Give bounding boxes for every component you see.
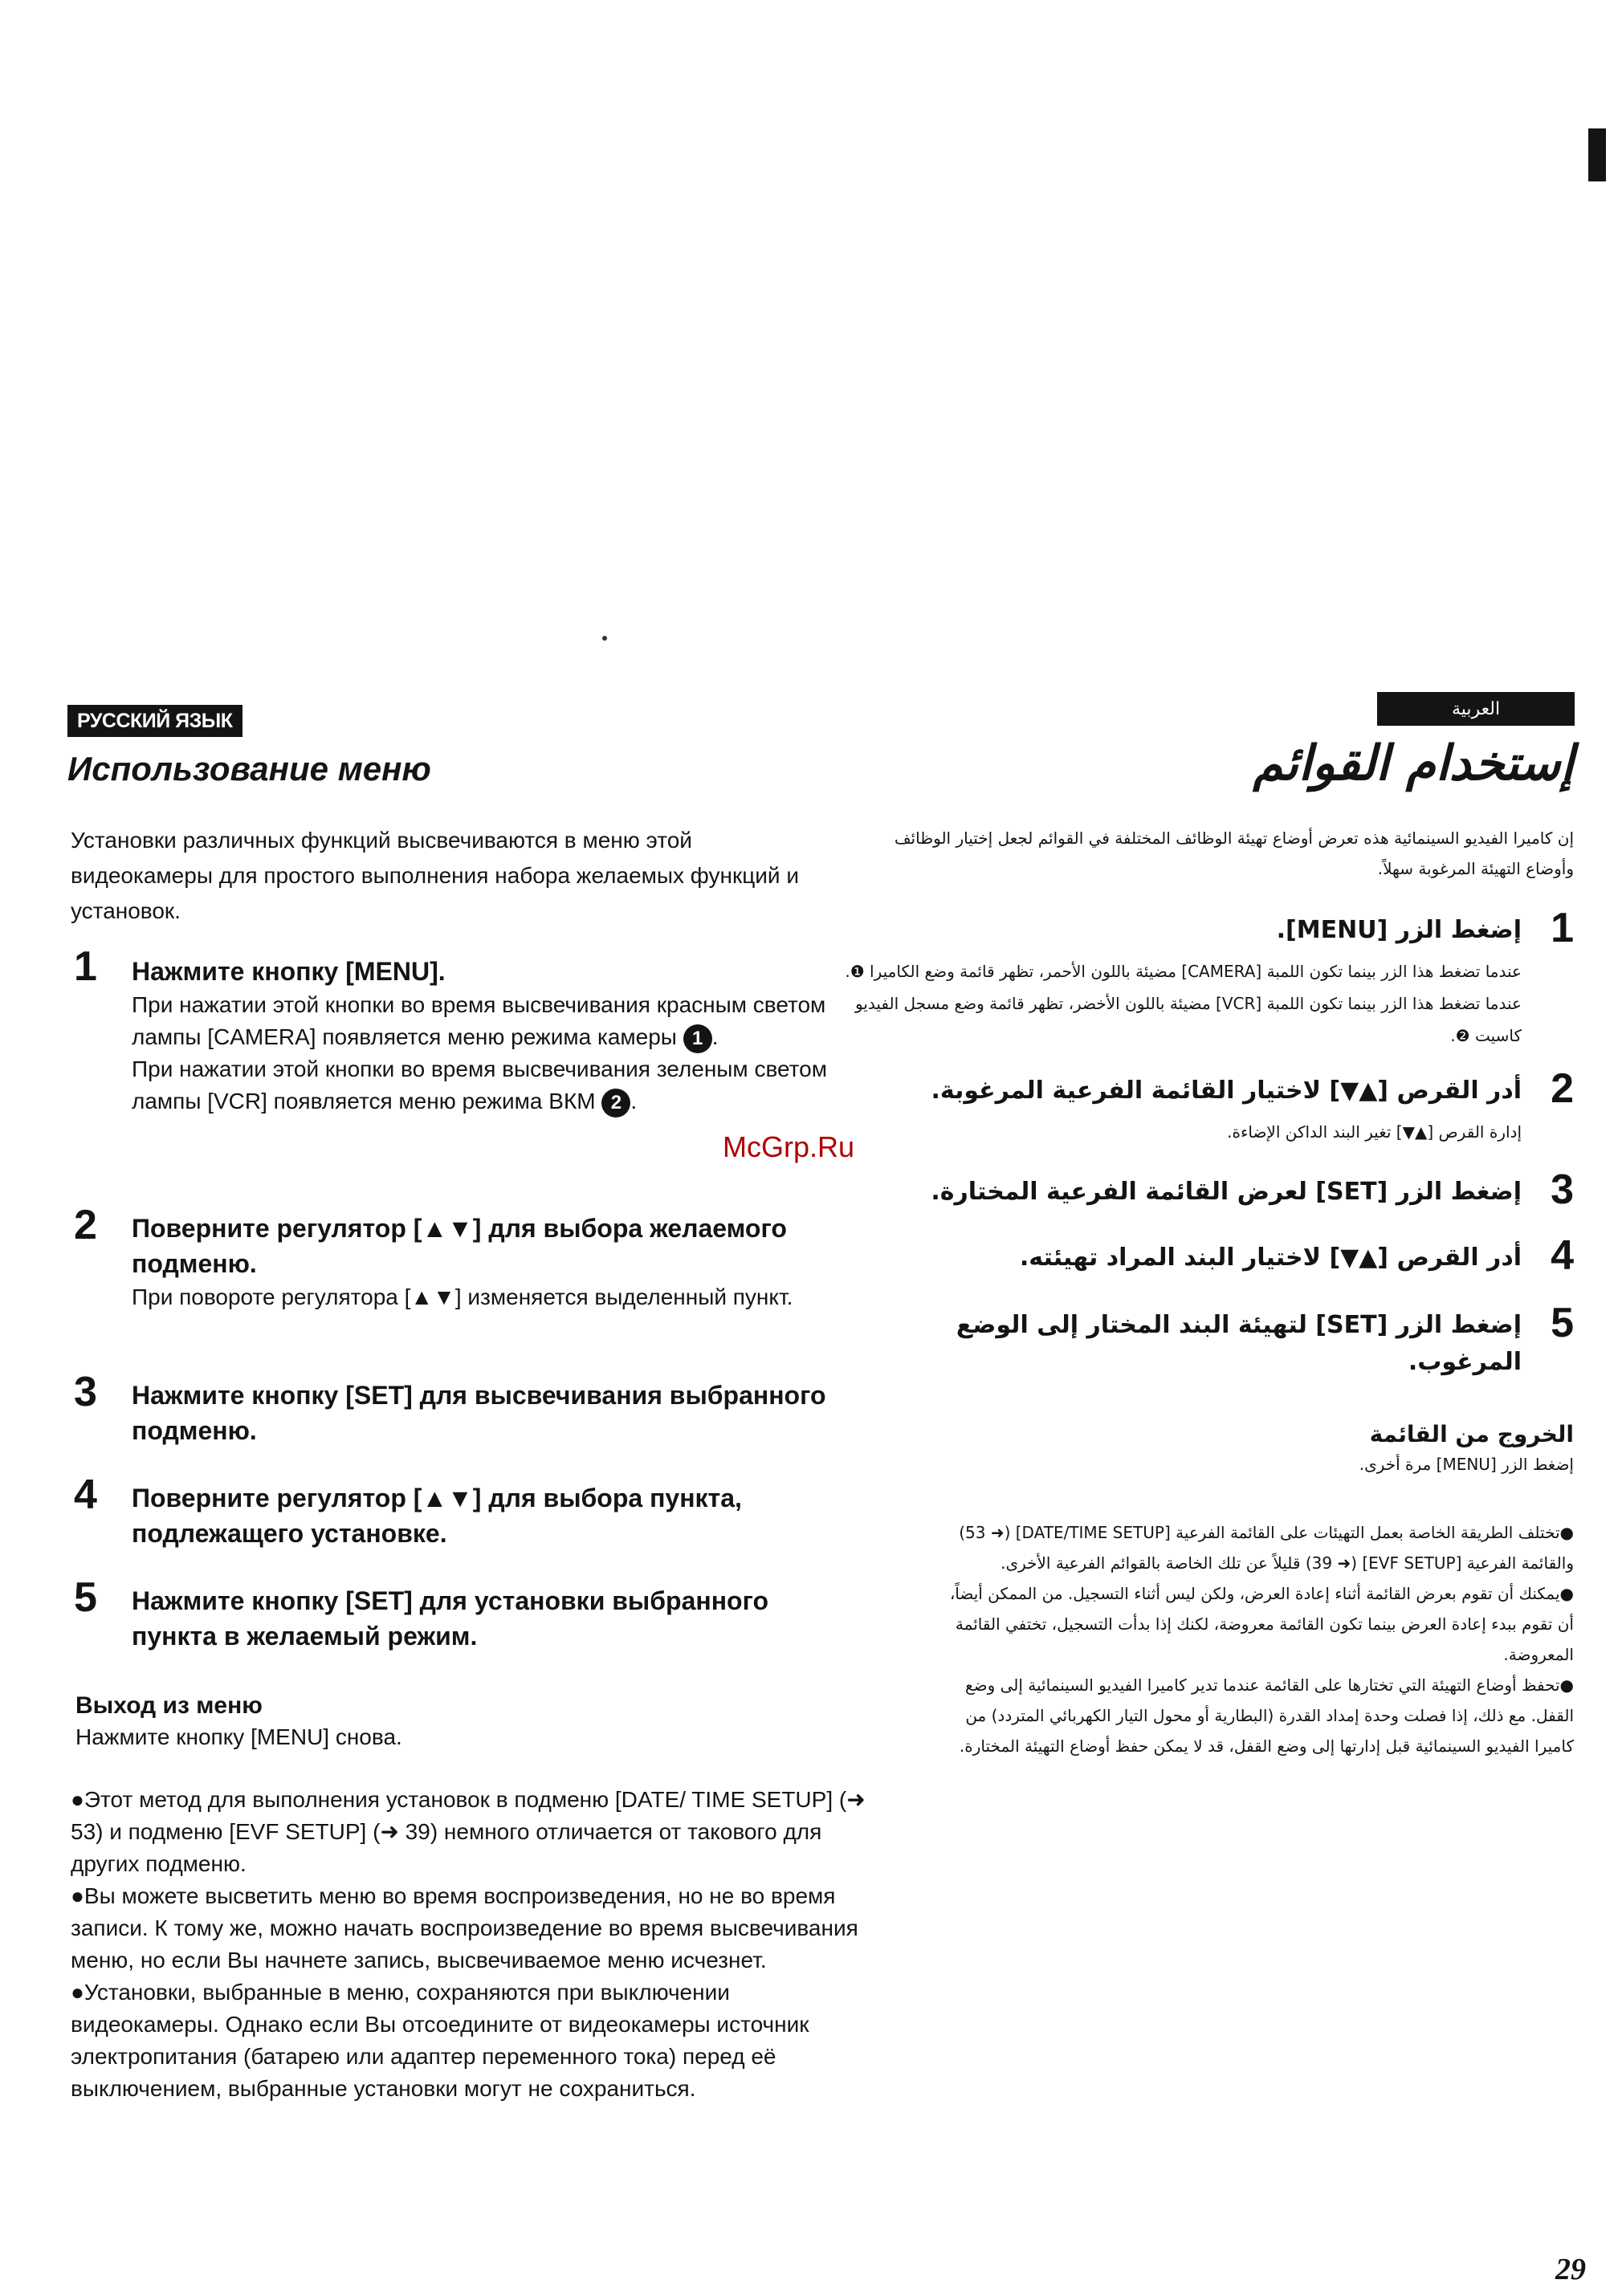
- step-body-text: При нажатии этой кнопки во время высвечивания зеленым светом лампы [VCR] появляется меню режима ВКМ: [132, 1056, 827, 1113]
- language-badge-arabic: العربية: [1377, 692, 1575, 726]
- step-number: 4: [1551, 1232, 1574, 1279]
- step-title: أدر القرص [▲▼] لاختيار القائمة الفرعية المرغوبة.: [931, 1077, 1522, 1105]
- step-number: 2: [1551, 1065, 1574, 1112]
- note-item: ●تختلف الطريقة الخاصة بعمل التهيئات على القائمة الفرعية [DATE/TIME SETUP] (➜ 53) والقائمة الفرعية [EVF SETUP] (➜ 39) قليلاً عن تلك الخاصة بالقوائم الفرعية الأخرى.: [959, 1523, 1574, 1573]
- marker-1-icon: 1: [683, 1024, 712, 1053]
- step-title: إضغط الزر [SET] لعرض القائمة الفرعية المختارة.: [931, 1178, 1522, 1206]
- page-edge-tab: [1588, 128, 1606, 181]
- step-3: [132, 1378, 838, 1448]
- note-item: ●Установки, выбранные в меню, сохраняются при выключении видеокамеры. Однако если Вы отсоедините от видеокамеры источник электропитания (батарею или адаптер переменного тока) перед её выключением, выбранные установки могут не сохраниться.: [71, 1980, 809, 2101]
- scan-speck: [602, 636, 607, 641]
- step-title: أدر القرص [▲▼] لاختيار البند المراد تهيئته.: [1019, 1244, 1522, 1272]
- step-4: [132, 1480, 838, 1551]
- marker-2-icon: 2: [601, 1089, 630, 1117]
- step-title: إضغط الزر [SET] لتهيئة البند المختار إلى الوضع المرغوب.: [956, 1311, 1522, 1376]
- exit-heading-arabic: الخروج من القائمة: [1369, 1421, 1574, 1447]
- section-title-arabic: إستخدام القوائم: [1253, 735, 1574, 792]
- watermark: McGrp.Ru: [723, 1130, 855, 1163]
- section-title-russian: Использование меню: [67, 750, 431, 788]
- step-title: Нажмите кнопку [SET] для высвечивания выбранного подменю.: [132, 1381, 826, 1445]
- step-number: 4: [74, 1472, 97, 1518]
- step-1: [132, 954, 838, 1117]
- step-body: إدارة القرص [▲▼] تغير البند الداكن الإضاءة.: [1227, 1122, 1522, 1142]
- step-2: [132, 1211, 838, 1313]
- note-item: ●تحفظ أوضاع التهيئة التي تختارها على القائمة عندما تدير كاميرا الفيديو السينمائية إلى وضع القفل. مع ذلك، إذا فصلت وحدة إمداد القدرة (البطارية أو محول التيار الكهربائي المتردد) من كاميرا الفيديو السينمائية قبل إدارتها إلى وضع القفل، قد لا يمكن حفظ أوضاع التهيئة المختارة.: [959, 1675, 1574, 1756]
- step-body-text: При нажатии этой кнопки во время высвечивания красным светом лампы [CAMERA] появляется меню режима камеры: [132, 992, 826, 1049]
- step-body: عندما تضغط هذا الزر بينما تكون اللمبة [CAMERA] مضيئة باللون الأحمر، تظهر قائمة وضع الكاميرا ❶. عندما تضغط هذا الزر بينما تكون اللمبة [VCR] مضيئة باللون الأخضر، تظهر قائمة وضع مسجل الفيديو كاسيت ❷.: [845, 962, 1522, 1045]
- step-5: [132, 1583, 838, 1654]
- notes-arabic: [931, 1517, 1574, 1761]
- step-number: 3: [1551, 1166, 1574, 1213]
- step-body: При повороте регулятора [▲▼] изменяется выделенный пункт.: [132, 1284, 793, 1309]
- step-title: Поверните регулятор [▲▼] для выбора желаемого подменю.: [132, 1214, 787, 1278]
- step-number: 1: [74, 943, 97, 990]
- step-number: 3: [74, 1369, 97, 1415]
- step-title: Поверните регулятор [▲▼] для выбора пункта, подлежащего установке.: [132, 1484, 742, 1548]
- page-number: 29: [1555, 2253, 1586, 2286]
- step-title: Нажмите кнопку [SET] для установки выбранного пункта в желаемый режим.: [132, 1586, 769, 1651]
- intro-paragraph-arabic: إن كاميرا الفيديو السينمائية هذه تعرض أوضاع تهيئة الوظائف المختلفة في القوائم لجعل إختيار الوظائف وأوضاع التهيئة المرغوبة سهلاً.: [894, 828, 1574, 878]
- step-body: При нажатии этой кнопки во время высвечивания красным светом лампы [CAMERA] появляется меню режима камеры 1 . При нажатии этой кнопки во время высвечивания зеленым светом лампы [VCR] появляется меню режима ВКМ 2 .: [132, 989, 838, 1117]
- exit-body-russian: Нажмите кнопку [MENU] снова.: [75, 1724, 402, 1749]
- intro-paragraph-russian: Установки различных функций высвечиваются в меню этой видеокамеры для простого выполнения набора желаемых функций и установок.: [71, 828, 799, 923]
- language-badge-russian: РУССКИЙ ЯЗЫК: [67, 705, 242, 737]
- exit-heading-russian: Выход из меню: [75, 1692, 263, 1719]
- notes-russian: [71, 1784, 866, 2105]
- note-item: ●يمكنك أن تقوم بعرض القائمة أثناء إعادة العرض، ولكن ليس أثناء التسجيل. من الممكن أيضاً، أن تقوم ببدء إعادة العرض بينما تكون القائمة معروضة، لكنك إذا بدأت التسجيل، تختفي القائمة المعروضة.: [949, 1584, 1574, 1664]
- step-title: Нажмите кнопку [MENU].: [132, 957, 446, 986]
- step-number: 5: [1551, 1300, 1574, 1346]
- step-number: 5: [74, 1574, 97, 1621]
- step-title: إضغط الزر [MENU].: [1276, 916, 1522, 944]
- step-number: 2: [74, 1202, 97, 1248]
- note-item: ●Вы можете высветить меню во время воспроизведения, но не во время записи. К тому же, можно начать воспроизведение во время высвечивания меню, но если Вы начнете запись, высвечиваемое меню исчезнет.: [71, 1883, 858, 1972]
- note-item: ●Этот метод для выполнения установок в подменю [DATE/ TIME SETUP] (➜ 53) и подменю [EVF SETUP] (➜ 39) немного отличается от такового для других подменю.: [71, 1787, 866, 1876]
- exit-body-arabic: إضغط الزر [MENU] مرة أخرى.: [1359, 1455, 1574, 1474]
- step-number: 1: [1551, 905, 1574, 951]
